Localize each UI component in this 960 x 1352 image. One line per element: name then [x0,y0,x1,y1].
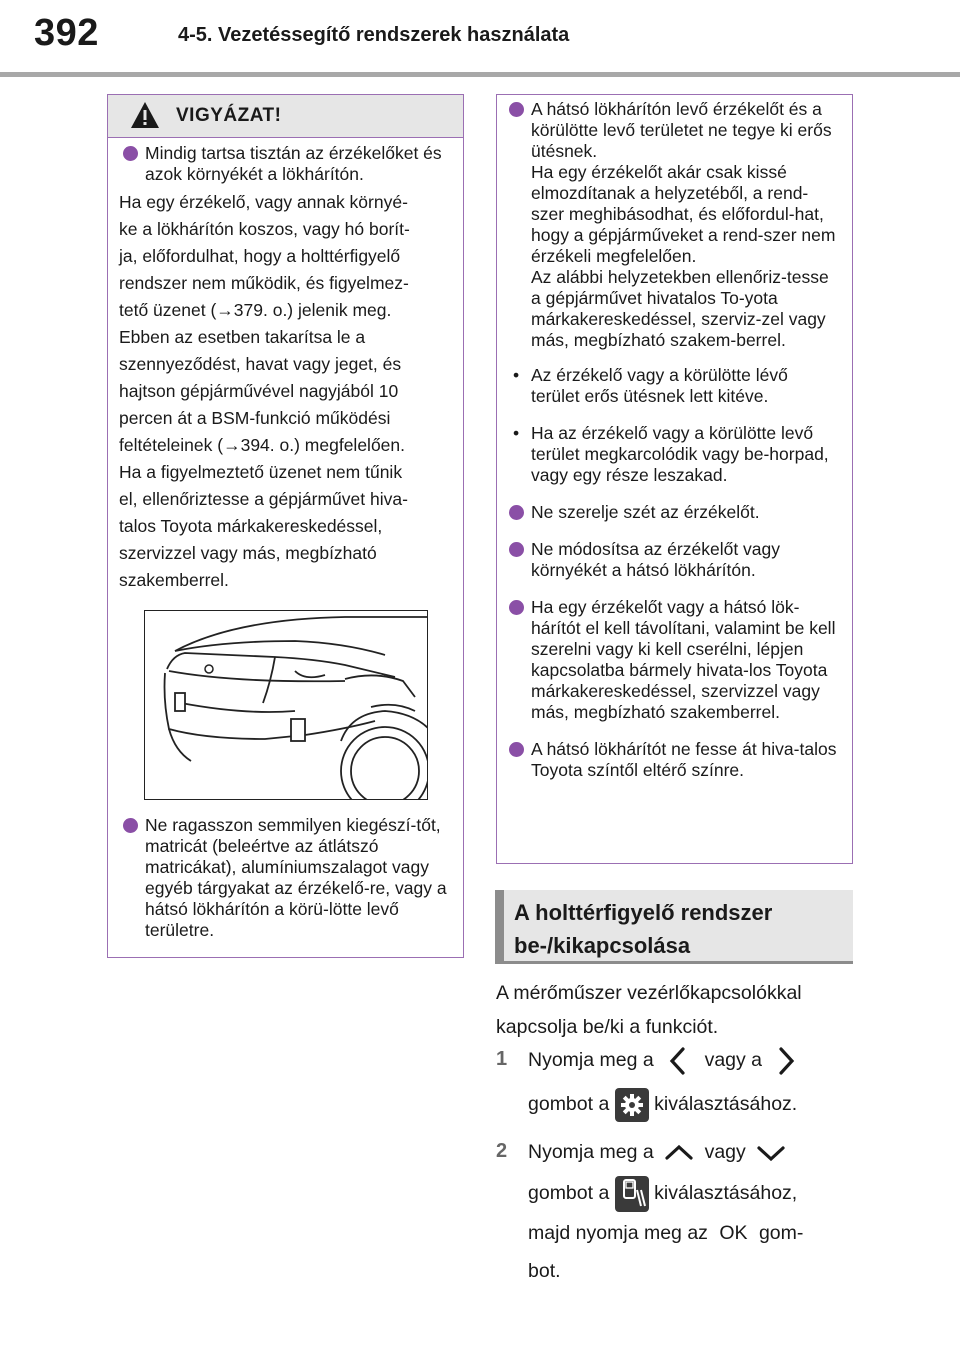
chevron-left-icon [659,1044,699,1078]
caution-bullet: A hátsó lökhárítót ne fesse át hiva-talos Toyota színtől eltérő színre. [505,739,840,781]
bullet-dot-icon [509,102,524,117]
caution-bullet: Ne ragasszon semmilyen kiegészí-tőt, matricát (beleértve az átlátszó matricákat), alumíniumszalagot vagy egyéb tárgyakat az érzékelő-re, vagy a hátsó lökhárítón a körü-lötte levő területre. [119,815,449,941]
section-subheading: A holttérfigyelő rendszer be-/kikapcsolása [495,890,853,964]
caution-bullet: A hátsó lökhárítón levő érzékelőt és a körülötte levő területet ne tegye ki erős ütésnek. Ha egy érzékelőt akár csak kissé elmozdítanak a helyzetéből, a rend-szer meghibásodhat, és előfordul-hat, hogy a gépjárműveket a rend-szer nem érzékeli megfelelően. Az alábbi helyzetekben ellenőriz-tesse a gépjárművet hivatalos To-yota márkakereskedéssel, szerviz-zel vagy más, megbízható szakem-berrel. [505,99,840,351]
step-number: 1 [496,1048,508,1070]
caution-bullet: Ne módosítsa az érzékelőt vagy környékét a hátsó lökhárítón. [505,539,840,581]
chevron-right-icon [767,1044,807,1078]
warning-icon [130,101,160,129]
caution-bullet: Ha egy érzékelőt vagy a hátsó lök-hárítót el kell távolítani, valamint be kell szerelni vagy ki kell cserélni, lépjen kapcsolatba bármely hivata-los Toyota márkakereskedéssel, szervizzel vagy más, megbízható szakemberrel. [505,597,840,723]
bullet-dot-icon [123,818,138,833]
caution-bullet: Mindig tartsa tisztán az érzékelőket és azok környékét a lökhárítón. [119,143,449,185]
page-header [0,0,960,78]
caution-box [107,94,464,958]
bullet-dot-icon [123,146,138,161]
sub-bullet: • Ha az érzékelő vagy a körülötte levő terület megkarcolódik vagy be-horpad, vagy egy része leszakad. [513,423,829,485]
step-1: 1 Nyomja meg a vagy a gombot a kiválasztásához. [496,1044,856,1124]
bullet-dot-icon [509,505,524,520]
caution-title: VIGYÁZAT! [176,105,282,126]
caution-paragraph: Ha egy érzékelő, vagy annak környé- ke a lökhárítón koszos, vagy hó borít- ja, előfordulhat, hogy a holttérfigyelő rendszer nem működik, és figyelmez- tető üzenet (→379. o.) jelenik meg. Ebben az esetben takarítsa le a szennyeződést, havat vagy jeget, és hajtson gépjárművével nagyjából 10 percen át a BSM-funkció működési feltételeinek (→394. o.) megfelelően. Ha a figyelmeztető üzenet nem tűnik el, ellenőriztesse a gépjárművet hiva- talos Toyota márkakereskedéssel, szervizzel vagy más, megbízható szakemberrel. [119,192,410,590]
caution-box-continued [496,94,853,864]
caution-bullet: Ne szerelje szét az érzékelőt. [505,502,840,523]
bullet-dot-icon [509,742,524,757]
chevron-up-icon [659,1136,699,1170]
car-rear-illustration [144,610,428,800]
caution-content [119,143,449,594]
step-2: 2 Nyomja meg a vagy gombot a kiválasztásához, majd nyomja meg az OK gom- bot. [496,1136,856,1296]
chevron-down-icon [751,1136,791,1170]
ok-button-label: OK [719,1222,748,1244]
step-number: 2 [496,1140,508,1162]
bullet-dot-icon [509,542,524,557]
section-title: 4-5. Vezetéssegítő rendszerek használata [178,24,570,46]
car-rear-icon [145,611,428,800]
settings-gear-icon [615,1088,649,1122]
header-divider [0,72,960,77]
page-number: 392 [34,12,99,54]
bullet-dot-icon [509,600,524,615]
sub-bullet: • Az érzékelő vagy a körülötte lévő terület erős ütésnek lett kitéve. [513,365,788,406]
blind-spot-monitor-icon [615,1176,649,1212]
caution-header [108,95,463,138]
intro-paragraph: A mérőműszer vezérlőkapcsolókkal kapcsolja be/ki a funkciót. [496,982,802,1038]
